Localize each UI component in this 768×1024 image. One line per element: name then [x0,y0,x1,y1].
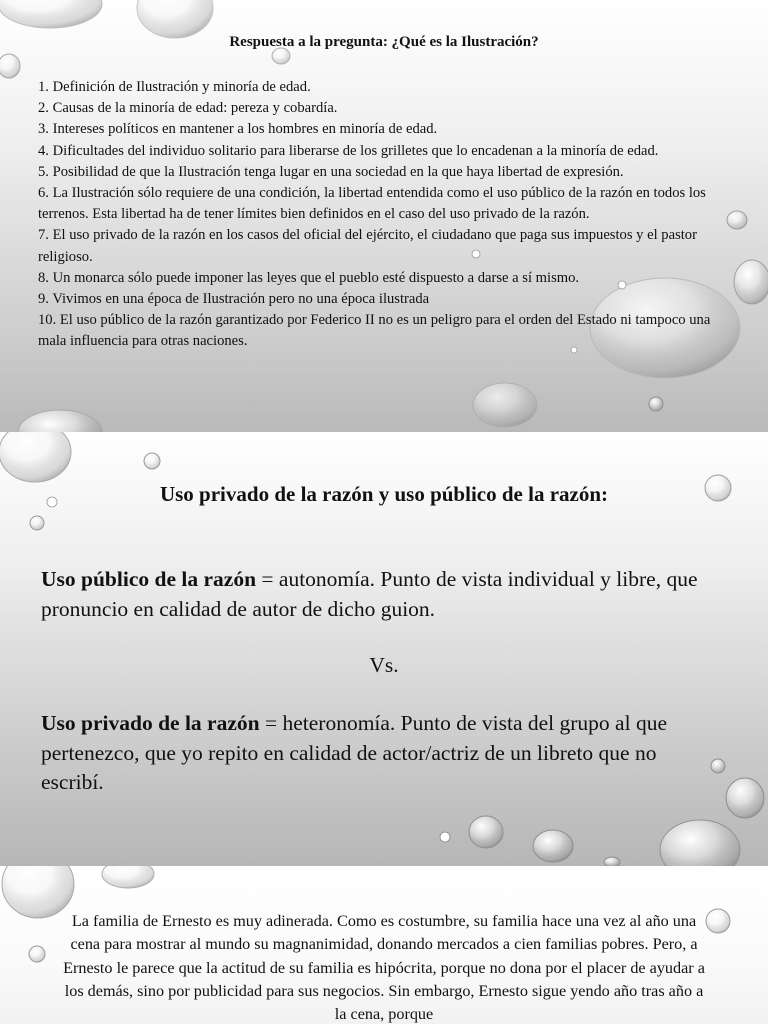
slide-title: Uso privado de la razón y uso público de la razón: [159,482,609,506]
list-item: 8. Un monarca sólo puede imponer las leyes que el pueblo esté dispuesto a darse a sí mismo. [38,269,580,286]
slide-ilustracion-outline [0,0,768,432]
case-paragraph: La familia de Ernesto es muy adinerada. Como es costumbre, su familia hace una vez al año una cena para mostrar al mundo su magnanimidad, donando mercados a cien familias pobres. Pero, a Ernesto le parece que la actitud de su familia es hipócrita, porque no dona por el placer de ayudar a los demás, sino por publicidad para sus negocios. Sin embargo, Ernesto sigue yendo año tras año a la cena, porque [63,912,705,1024]
slide-uso-razon [0,432,768,866]
list-item: 5. Posibilidad de que la Ilustración tenga lugar en una sociedad en la que haya libertad de expresión. [38,163,624,180]
slide-ernesto-case [0,866,768,1024]
list-item: 1. Definición de Ilustración y minoría de edad. [38,79,311,95]
private-reason-text: = heteronomía. Punto de vista del grupo al que pertenezco, que yo repito en calidad de actor/actriz de un libreto que no escribí. [41,711,667,794]
slide-title: Respuesta a la pregunta: ¿Qué es la Ilustración? [229,34,539,50]
list-item: 9. Vivimos en una época de Ilustración pero no una época ilustrada [38,291,430,308]
private-reason-definition [41,709,721,798]
list-item: 4. Dificultades del individuo solitario para liberarse de los grilletes que lo encadenan a la minoría de edad. [38,142,659,159]
list-item: 3. Intereses políticos en mantener a los hombres en minoría de edad. [38,121,438,138]
outline-list [38,77,728,353]
public-reason-text: = autonomía. Punto de vista individual y libre, que pronuncio en calidad de autor de dicho guion. [41,567,698,621]
private-reason-term: Uso privado de la razón [41,711,260,735]
list-item: 2. Causas de la minoría de edad: pereza y cobardía. [38,100,338,117]
list-item: 7. El uso privado de la razón en los casos del oficial del ejército, el ciudadano que paga sus impuestos y el pastor religioso. [38,227,697,265]
list-item: 6. La Ilustración sólo requiere de una condición, la libertad entendida como el uso público de la razón en todos los terrenos. Esta libertad ha de tener límites bien definidos en el caso del uso privado de la razón. [38,185,706,223]
list-item: 10. El uso público de la razón garantizado por Federico II no es un peligro para el orden del Estado ni tampoco una mala influencia para otras naciones. [38,312,711,350]
versus-label: Vs. [369,653,399,677]
public-reason-definition [41,565,721,624]
public-reason-term: Uso público de la razón [41,567,257,591]
